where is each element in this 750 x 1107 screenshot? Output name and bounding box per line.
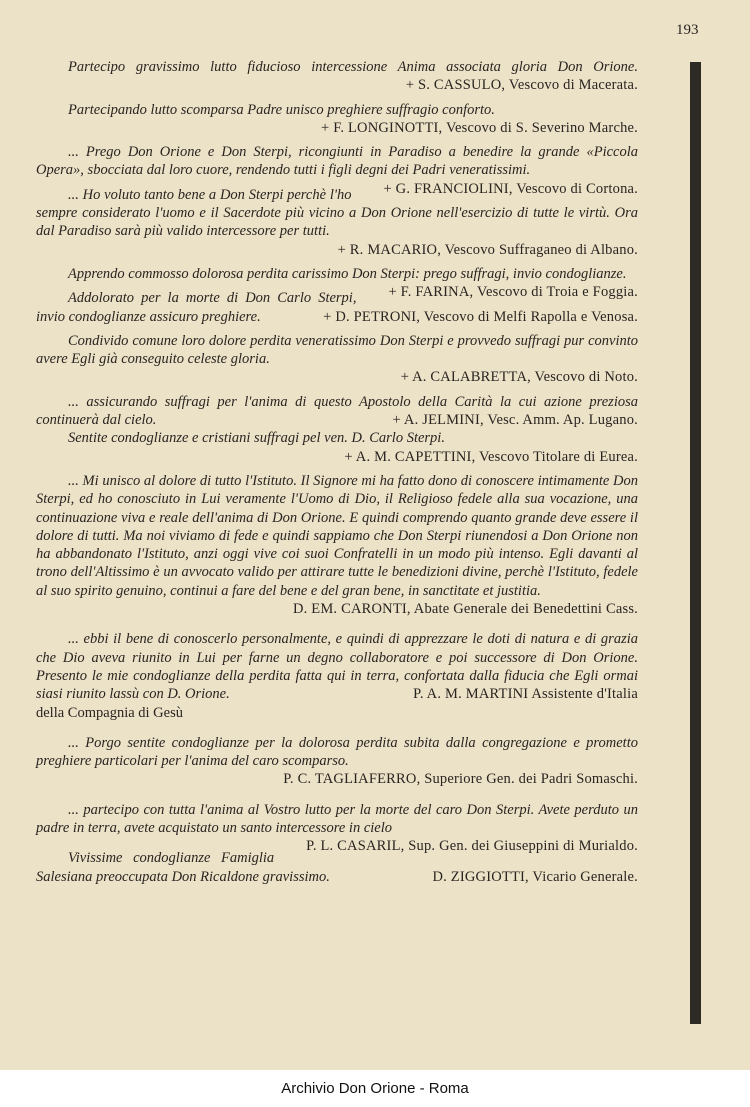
message: [36, 734, 638, 789]
message-signature: + D. PETRONI, Vescovo di Melfi Rapolla e Venosa.: [323, 308, 638, 325]
message-quote: ... ebbi il bene di conoscerlo personalmente, e quindi di apprezzare le doti di natura e di grazia che Dio aveva riunito in Lui per farne un degno collaboratore e poi successore di Don Orione. Presento le mie condoglianze della perdita fatta qui in terra, confortata dalla fiducia che Egli ormai siasi riunito lassù con D. Orione. P. A. M. MARTINI Assistente d'Italia: [36, 631, 638, 703]
message-quote: Addolorato per la morte di Don Carlo Sterpi, invio condoglianze assicuro preghiere. + D. PETRONI, Vescovo di Melfi Rapolla e Venosa.: [36, 290, 638, 325]
message-quote: ... Prego Don Orione e Don Sterpi, ricongiunti in Paradiso a benedire la grande «Piccola Opera», sbocciata dal loro cuore, rendendo tutti i figli degni dei Padri veneratissimi. + G. FRANCIOLINI, Vescovo di Cortona.: [36, 144, 638, 197]
page-content: [36, 58, 638, 886]
message-signature: + A. JELMINI, Vesc. Amm. Ap. Lugano.: [392, 412, 638, 429]
message-signature: + A. M. CAPETTINI, Vescovo Titolare di Eurea.: [344, 448, 638, 465]
message: [36, 143, 638, 197]
message-signature: D. EM. CARONTI, Abate Generale dei Benedettini Cass.: [292, 601, 638, 618]
message: [36, 332, 638, 387]
message-signature: P. C. TAGLIAFERRO, Superiore Gen. dei Padri Somaschi.: [283, 771, 638, 788]
message-quote: Partecipo gravissimo lutto fiducioso intercessione Anima associata gloria Don Orione. + S. CASSULO, Vescovo di Macerata.: [68, 59, 638, 94]
archive-footer: Archivio Don Orione - Roma: [281, 1080, 469, 1097]
message-signature: + G. FRANCIOLINI, Vescovo di Cortona.: [383, 180, 638, 197]
message-quote: ... partecipo con tutta l'anima al Vostro lutto per la morte del caro Don Sterpi. Avete perduto un padre in terra, avete acquistato un santo intercessore in cielo P. L. CASARIL, Sup. Gen. dei Giuseppini di Murialdo.: [36, 801, 638, 855]
message-signature-cont: della Compagnia di Gesù: [36, 704, 183, 721]
message: [36, 630, 638, 721]
message-quote: ... Porgo sentite condoglianze per la dolorosa perdita subita dalla congregazione e prometto preghiere particolari per l'anima del caro scomparso.: [36, 734, 638, 770]
message: [36, 58, 638, 95]
message-quote: Partecipando lutto scomparsa Padre unisco preghiere suffragio conforto.: [68, 101, 495, 118]
message: [36, 265, 638, 301]
message-quote: Vivissime condoglianze Famiglia Salesiana preoccupata Don Ricaldone gravissimo. D. ZIGGIOTTI, Vicario Generale.: [36, 850, 638, 885]
message-signature: + S. CASSULO, Vescovo di Macerata.: [405, 77, 638, 94]
message: [36, 801, 638, 855]
message-quote: Sentite condoglianze e cristiani suffragi pel ven. D. Carlo Sterpi.: [68, 430, 445, 447]
message: [36, 393, 638, 430]
message-signature: P. L. CASARIL, Sup. Gen. dei Giuseppini di Murialdo.: [306, 838, 638, 855]
message-quote: ... Mi unisco al dolore di tutto l'Istituto. Il Signore mi ha fatto dono di conoscere intimamente Don Sterpi, ed ho conosciuto in Lui veramente l'Uomo di Dio, il Religioso fedele alla sua vocazione, una continuazione viva e reale dell'anima di Don Orione. E quindi comprendo quanto grande deve essere il dolore di tutti. Ma noi viviamo di fede e quindi sappiamo che Don Sterpi riunendosi a Don Orione non ha abbandonato l'Istituto, anzi oggi vive coi suoi Confratelli in un modo più intenso. Egli davanti al trono dell'Altissimo è un avvocato valido per attirare tutte le benedizioni divine, perchè l'Istituto, fedele al suo spirito genuino, continui a fare del bene e del gran bene, in sanctitate et justitia.: [36, 472, 638, 599]
message-signature: P. A. M. MARTINI Assistente d'Italia: [413, 686, 638, 703]
margin-bar: [690, 62, 701, 1024]
message-signature: + R. MACARIO, Vescovo Suffraganeo di Albano.: [337, 241, 638, 258]
message-signature: + F. FARINA, Vescovo di Troia e Foggia.: [388, 284, 638, 301]
message: [36, 472, 638, 618]
message-signature: + A. CALABRETTA, Vescovo di Noto.: [400, 369, 638, 386]
message-quote: ... Ho voluto tanto bene a Don Sterpi perchè l'ho sempre considerato l'uomo e il Sacerdote più vicino a Don Orione nell'esercizio di tutte le virtù. Ora dal Paradiso sarà più valido intercessore per tutti.: [36, 186, 638, 240]
message-quote: Condivido comune loro dolore perdita veneratissimo Don Sterpi e provvedo suffragi pur convinto avere Egli già conseguito celeste gloria.: [36, 332, 638, 368]
page-number: 193: [676, 22, 699, 38]
message: [36, 429, 638, 466]
message-signature: + F. LONGINOTTI, Vescovo di S. Severino Marche.: [321, 119, 638, 136]
message-quote: ... assicurando suffragi per l'anima di questo Apostolo della Carità la cui azione preziosa continuerà dal cielo. + A. JELMINI, Vesc. Amm. Ap. Lugano.: [36, 393, 638, 429]
message-quote: Apprendo commosso dolorosa perdita carissimo Don Sterpi: prego suffragi, invio condoglianze. + F. FARINA, Vescovo di Troia e Foggia.: [68, 265, 638, 301]
message-signature: D. ZIGGIOTTI, Vicario Generale.: [432, 868, 638, 885]
message: [36, 101, 638, 138]
